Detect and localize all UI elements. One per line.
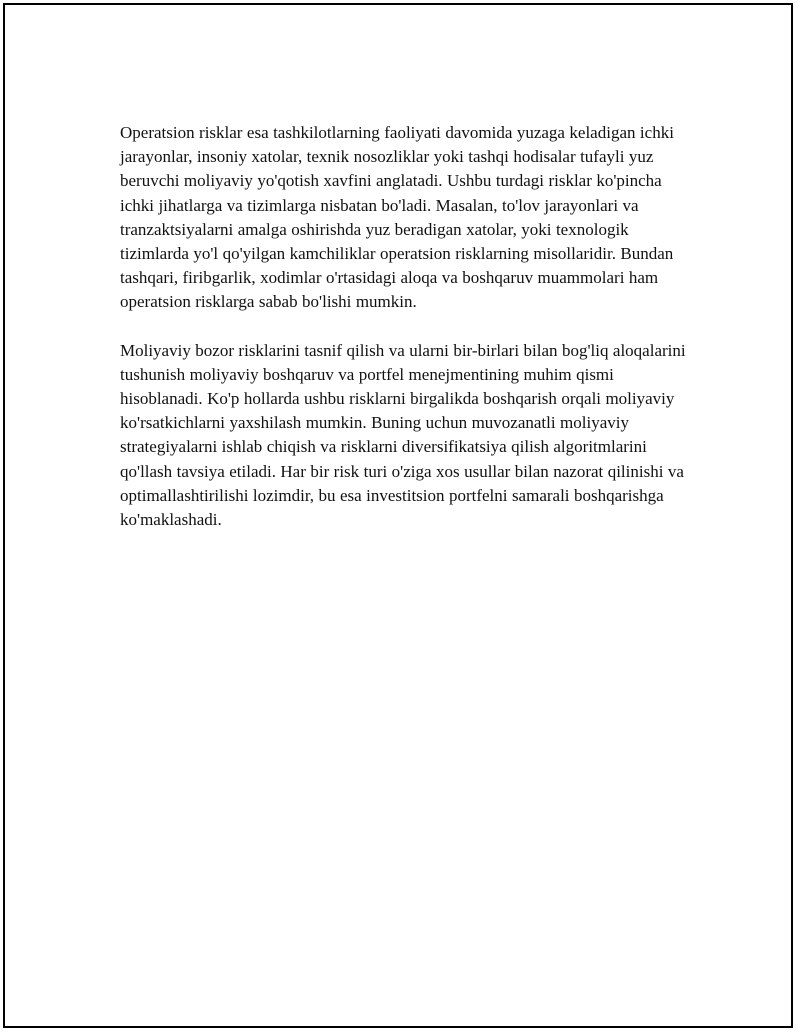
document-body	[120, 121, 690, 556]
page-frame	[3, 3, 793, 1028]
paragraph-market-risk-classification: Moliyaviy bozor risklarini tasnif qilish va ularni bir-birlari bilan bog'liq aloqalarini tushunish moliyaviy boshqaruv va portfel menejmentining muhim qismi hisoblanadi. Ko'p hollarda ushbu risklarni birgalikda boshqarish orqali moliyaviy ko'rsatkichlarni yaxshilash mumkin. Buning uchun muvozanatli moliyaviy strategiyalarni ishlab chiqish va risklarni diversifikatsiya qilish algoritmlarini qo'llash tavsiya etiladi. Har bir risk turi o'ziga xos usullar bilan nazorat qilinishi va optimallashtirilishi lozimdir, bu esa investitsion portfelni samarali boshqarishga ko'maklashadi.	[120, 340, 686, 530]
paragraph-operational-risks: Operatsion risklar esa tashkilotlarning faoliyati davomida yuzaga keladigan ichki jarayonlar, insoniy xatolar, texnik nosozliklar yoki tashqi hodisalar tufayli yuz beruvchi moliyaviy yo'qotish xavfini anglatadi. Ushbu turdagi risklar ko'pincha ichki jihatlarga va tizimlarga nisbatan bo'ladi. Masalan, to'lov jarayonlari va tranzaktsiyalarni amalga oshirishda yuz beradigan xatolar, yoki texnologik tizimlarda yo'l qo'yilgan kamchiliklar operatsion risklarning misollaridir. Bundan tashqari, firibgarlik, xodimlar o'rtasidagi aloqa va boshqaruv muammolari ham operatsion risklarga sabab bo'lishi mumkin.	[120, 123, 674, 312]
